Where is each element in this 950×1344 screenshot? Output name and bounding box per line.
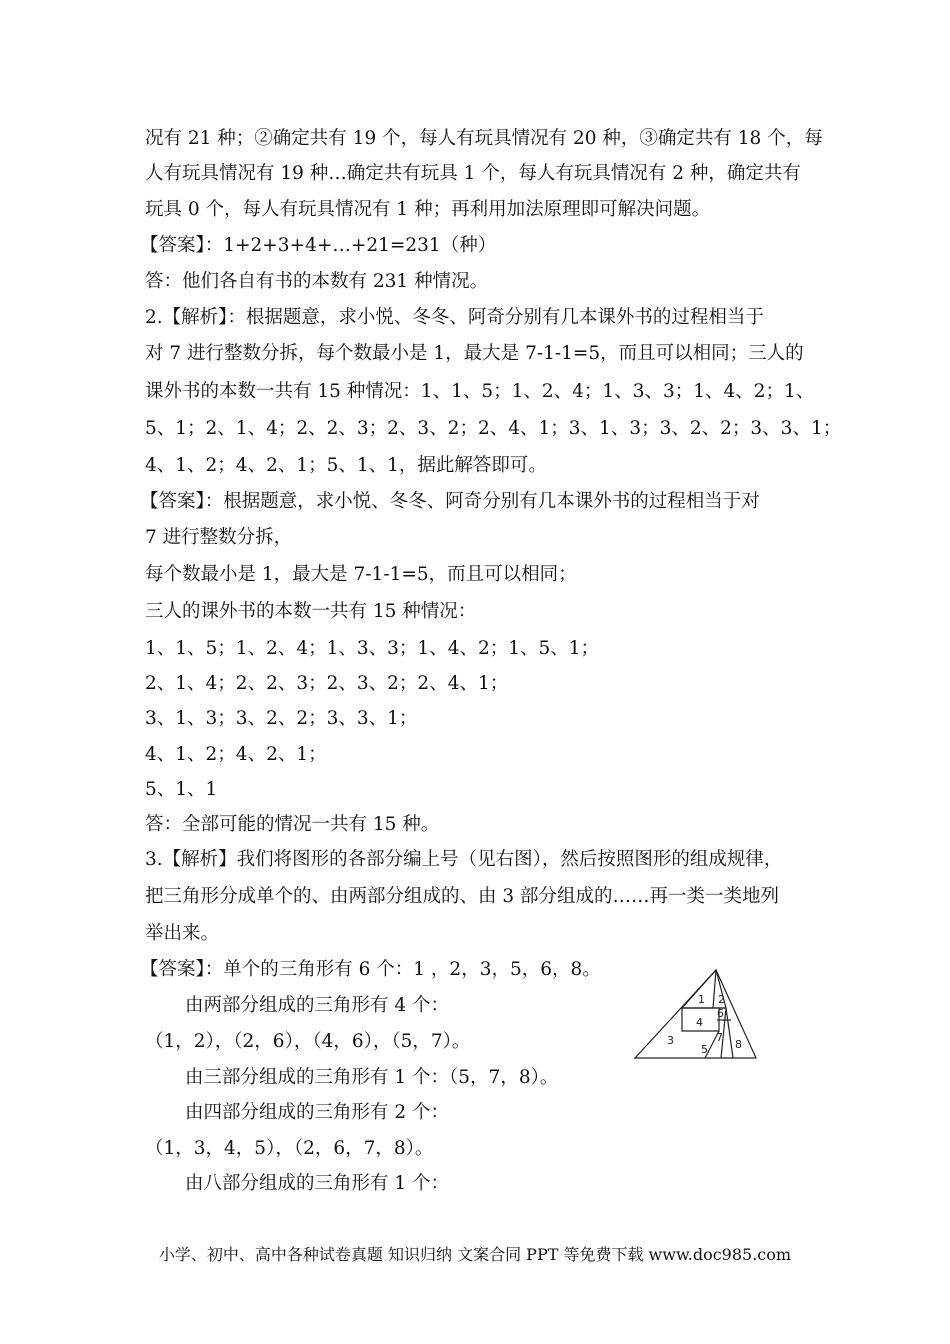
text-line: 由两部分组成的三角形有 4 个： bbox=[185, 995, 450, 1016]
region-label: 4 bbox=[696, 1016, 703, 1029]
region-label: 5 bbox=[701, 1043, 708, 1056]
text-line: 三人的课外书的本数一共有 15 种情况： bbox=[145, 601, 477, 622]
text-line: 4、1、2；4、2、1； bbox=[145, 744, 327, 765]
text-line: 由三部分组成的三角形有 1 个：（5，7，8）。 bbox=[185, 1067, 559, 1088]
text-line: 把三角形分成单个的、由两部分组成的、由 3 部分组成的……再一类一类地列 bbox=[145, 886, 780, 907]
text-line: 由四部分组成的三角形有 2 个： bbox=[185, 1102, 450, 1123]
region-label: 3 bbox=[667, 1034, 674, 1047]
text-line: 每个数最小是 1，最大是 7-1-1=5，而且可以相同； bbox=[145, 564, 577, 585]
text-line: 4、1、2；4、2、1；5、1、1，据此解答即可。 bbox=[145, 455, 547, 476]
text-line: 2、1、4；2、2、3；2、3、2；2、4、1； bbox=[145, 673, 509, 694]
text-line: 5、1、1 bbox=[145, 779, 218, 800]
text-line: 玩具 0 个，每人有玩具情况有 1 种；再利用加法原理即可解决问题。 bbox=[145, 199, 711, 220]
text-line: 7 进行整数分拆， bbox=[145, 527, 293, 548]
text-line: 况有 21 种；②确定共有 19 个，每人有玩具情况有 20 种，③确定共有 18 个，每 bbox=[145, 128, 823, 149]
region-label: 2 bbox=[718, 993, 725, 1006]
region-label: 6 bbox=[717, 1007, 724, 1020]
region-label: 7 bbox=[716, 1031, 723, 1044]
footer-banner: 小学、初中、高中各种试卷真题 知识归纳 文案合同 PPT 等免费下载 www.doc985.com bbox=[158, 1245, 792, 1264]
text-line: 人有玩具情况有 19 种…确定共有玩具 1 个，每人有玩具情况有 2 种，确定共有 bbox=[145, 163, 801, 184]
text-line: 课外书的本数一共有 15 种情况：1、1、5；1、2、4；1、3、3；1、4、2；1、 bbox=[145, 381, 815, 402]
answer-line: 【答案】：1+2+3+4+…+21=231（种） bbox=[140, 235, 497, 256]
text-line: 5、1；2、1、4；2、2、3；2、3、2；2、4、1；3、1、3；3、2、2；3、3、1； bbox=[145, 418, 842, 439]
text-line: 答：他们各自有书的本数有 231 种情况。 bbox=[145, 271, 489, 292]
region-label: 1 bbox=[698, 993, 705, 1006]
text-line: （1，3，4，5），（2，6，7，8）。 bbox=[145, 1138, 434, 1159]
answer-line: 【答案】：单个的三角形有 6 个：1 ，2，3，5，6，8。 bbox=[140, 959, 601, 980]
text-line: 举出来。 bbox=[145, 923, 220, 944]
text-line: 2.【解析】：根据题意，求小悦、冬冬、阿奇分别有几本课外书的过程相当于 bbox=[145, 307, 764, 328]
triangle-figure bbox=[633, 966, 759, 1062]
text-line: 3.【解析】我们将图形的各部分编上号（见右图），然后按照图形的组成规律， bbox=[145, 849, 783, 870]
text-line: 由八部分组成的三角形有 1 个： bbox=[185, 1173, 450, 1194]
text-line: 对 7 进行整数分拆，每个数最小是 1，最大是 7-1-1=5，而且可以相同；三人的 bbox=[145, 343, 804, 364]
answer-line: 【答案】：根据题意，求小悦、冬冬、阿奇分别有几本课外书的过程相当于对 bbox=[140, 491, 760, 512]
region-label: 8 bbox=[735, 1038, 742, 1051]
text-line: （1，2），（2，6），（4，6），（5，7）。 bbox=[145, 1031, 471, 1052]
divider-line bbox=[713, 970, 716, 1008]
text-line: 3、1、3；3、2、2；3、3、1； bbox=[145, 708, 418, 729]
divider-line bbox=[726, 1008, 733, 1058]
text-line: 1、1、5；1、2、4；1、3、3；1、4、2；1、5、1； bbox=[145, 638, 600, 659]
text-line: 答：全部可能的情况一共有 15 种。 bbox=[145, 814, 440, 835]
